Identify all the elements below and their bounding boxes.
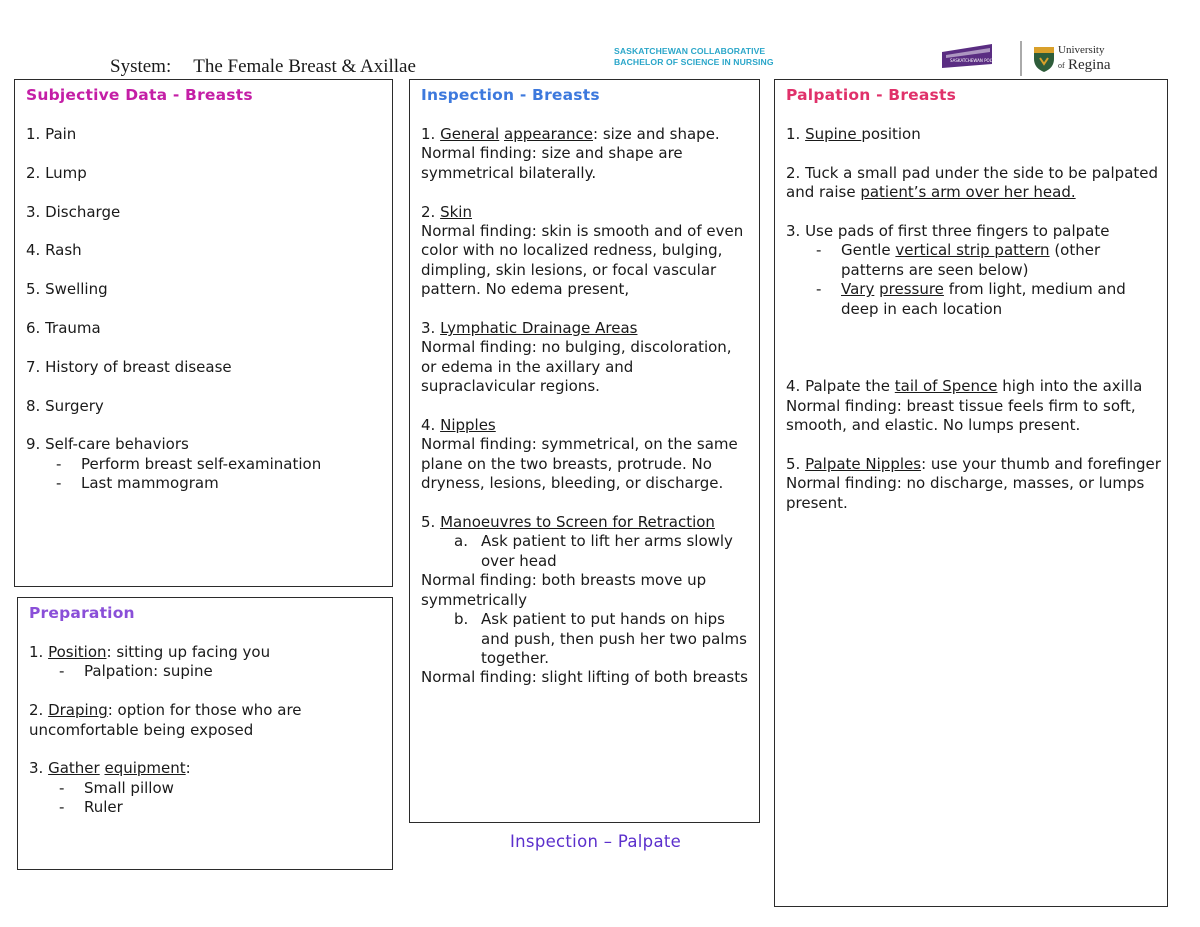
subjective-item: 9. Self-care behaviors: [26, 435, 189, 454]
ur-line-1: University: [1058, 44, 1105, 56]
subjective-item: 6. Trauma: [26, 318, 101, 337]
ur-line-2: of: [1058, 61, 1065, 70]
palpation-item-tail-of-spence: 4. Palpate the tail of Spence high into the axilla: [786, 377, 1143, 396]
palpation-item-nipples: 5. Palpate Nipples: use your thumb and forefinger: [786, 454, 1161, 473]
subjective-item: 2. Lump: [26, 163, 87, 182]
inspection-palpate-note: Inspection – Palpate: [510, 832, 682, 851]
logo-line-2: BACHELOR OF SCIENCE IN NURSING: [614, 57, 774, 67]
palpation-item-tuck-pad: 2. Tuck a small pad under the side to be palpated and raise patient’s arm over her head.: [786, 163, 1159, 202]
subjective-data-title: Subjective Data - Breasts: [26, 86, 253, 104]
subjective-data-box: [14, 79, 393, 587]
inspection-title: Inspection - Breasts: [421, 86, 600, 104]
system-title: The Female Breast & Axillae: [193, 56, 416, 77]
inspection-finding: Normal finding: slight lifting of both breasts: [421, 668, 748, 687]
palpation-finding: Normal finding: no discharge, masses, or lumps present.: [786, 474, 1145, 512]
subjective-sub-item: - Perform breast self-examination: [56, 454, 322, 473]
subjective-item: 4. Rash: [26, 241, 82, 260]
preparation-title: Preparation: [29, 604, 135, 622]
palpation-item-supine: 1. Supine position: [786, 125, 921, 143]
inspection-item-retraction: 5. Manoeuvres to Screen for Retraction: [421, 513, 715, 532]
university-logos: [940, 38, 1120, 78]
subjective-item: 7. History of breast disease: [26, 357, 232, 376]
preparation-item-draping: 2. Draping: option for those who are uncomfortable being exposed: [29, 701, 302, 739]
inspection-finding: Normal finding: size and shape are symmetrical bilaterally.: [421, 144, 683, 182]
palpation-sub-item: - Vary pressure from light, medium and deep in each location: [816, 280, 1126, 318]
logo-line-1: SASKATCHEWAN COLLABORATIVE: [614, 46, 766, 56]
subjective-item: 1. Pain: [26, 125, 77, 143]
sask-polytechnic-logo-icon: [942, 44, 1012, 68]
palpation-sub-item: - Gentle vertical strip pattern (other patterns are seen below): [816, 241, 1101, 279]
palpation-title: Palpation - Breasts: [786, 86, 956, 104]
inspection-box: [409, 79, 760, 823]
system-label: System:: [110, 56, 172, 77]
inspection-item-lymphatic: 3. Lymphatic Drainage Areas: [421, 319, 638, 338]
palpation-finding: Normal finding: breast tissue feels firm to soft, smooth, and elastic. No lumps present.: [786, 396, 1136, 435]
subjective-item: 5. Swelling: [26, 280, 108, 299]
inspection-sub-item-a: a. Ask patient to lift her arms slowly over head: [454, 532, 733, 570]
preparation-item-equipment: 3. Gather equipment:: [29, 759, 191, 778]
preparation-item-position: 1. Position: sitting up facing you: [29, 643, 271, 661]
preparation-sub-item: - Palpation: supine: [59, 662, 213, 681]
preparation-box: [17, 597, 393, 870]
inspection-finding: Normal finding: skin is smooth and of even color with no localized redness, bulging, dimpling, skin lesions, or focal vascular pattern. No edema present,: [421, 222, 744, 299]
inspection-finding: Normal finding: no bulging, discoloration, or edema in the axillary and supraclavicular regions.: [421, 338, 732, 396]
inspection-finding: Normal finding: symmetrical, on the same plane on the two breasts, protrude. No dryness, lesions, bleeding, or discharge.: [421, 435, 738, 493]
inspection-item-general: 1. General appearance: size and shape.: [421, 125, 720, 143]
preparation-sub-item: - Small pillow: [59, 778, 174, 797]
subjective-item: 3. Discharge: [26, 202, 121, 221]
palpation-box: [774, 79, 1168, 907]
sask-collaborative-logo: [614, 46, 774, 68]
inspection-sub-item-b: b. Ask patient to put hands on hips and push, then push her two palms together.: [454, 610, 747, 667]
subjective-sub-item: - Last mammogram: [56, 474, 219, 493]
ur-line-3: Regina: [1068, 57, 1111, 73]
svg-text:SASKATCHEWAN POLYTECHNIC: SASKATCHEWAN POLYTECHNIC: [950, 58, 1012, 63]
inspection-finding: Normal finding: both breasts move up symmetrically: [421, 571, 707, 609]
palpation-item-finger-pads: 3. Use pads of first three fingers to palpate: [786, 222, 1110, 240]
inspection-item-skin: 2. Skin: [421, 202, 472, 221]
inspection-item-nipples: 4. Nipples: [421, 416, 496, 435]
preparation-sub-item: - Ruler: [59, 798, 123, 817]
university-of-regina-crest-icon: [1034, 47, 1054, 72]
subjective-item: 8. Surgery: [26, 396, 104, 415]
page-title: [110, 56, 416, 78]
